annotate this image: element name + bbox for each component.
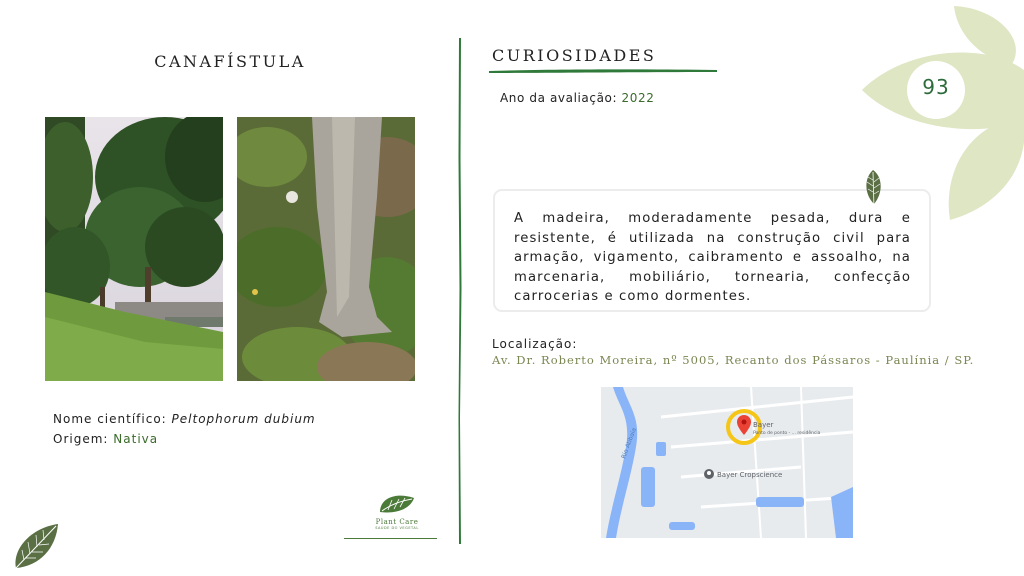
origin-value: Nativa xyxy=(113,432,159,446)
tree-photo xyxy=(45,117,223,381)
location-label: Localização: xyxy=(492,337,578,351)
evaluation-year-line xyxy=(500,91,655,105)
leaf-icon xyxy=(862,168,884,210)
scientific-name-value: Peltophorum dubium xyxy=(171,412,316,426)
brand-name: Plant Care xyxy=(375,518,419,526)
curiosities-title: CURIOSIDADES xyxy=(492,46,657,65)
location-address: Av. Dr. Roberto Moreira, nº 5005, Recanto dos Pássaros - Paulínia / SP. xyxy=(492,353,975,367)
evaluation-year-value: 2022 xyxy=(621,91,655,105)
evaluation-year-label: Ano da avaliação: xyxy=(500,91,618,105)
map-poi-label: Bayer Cropscience xyxy=(717,471,783,479)
scientific-name-label: Nome científico: xyxy=(53,412,167,426)
scientific-name-line xyxy=(53,412,316,426)
map-river-label: Rio Atibaia xyxy=(620,426,638,460)
logo-leaf-icon xyxy=(376,492,418,514)
origin-line xyxy=(53,432,158,446)
description-text: A madeira, moderadamente pesada, dura e resistente, é utilizada na construção civil para armação, vigamento, caibramento e assoalho, na marcenaria, mobiliário, tornearia, confecção carrocerias e como dormentes. xyxy=(514,211,911,305)
species-common-name: CANAFÍSTULA xyxy=(154,52,306,71)
brand-tagline: SAÚDE DO VEGETAL xyxy=(375,526,419,530)
curiosities-underline xyxy=(489,67,717,75)
page-number: 93 xyxy=(922,75,950,99)
decorative-leaf-bottom-left xyxy=(10,520,62,572)
plant-care-logo xyxy=(362,492,432,530)
vertical-divider xyxy=(455,38,465,544)
trunk-photo xyxy=(237,117,415,381)
location-map xyxy=(601,387,853,538)
logo-underline xyxy=(344,538,437,539)
map-pin-sublabel: Ponto de ponto - ... residência xyxy=(753,431,821,436)
origin-label: Origem: xyxy=(53,432,109,446)
map-pin-label: Bayer xyxy=(753,421,774,429)
